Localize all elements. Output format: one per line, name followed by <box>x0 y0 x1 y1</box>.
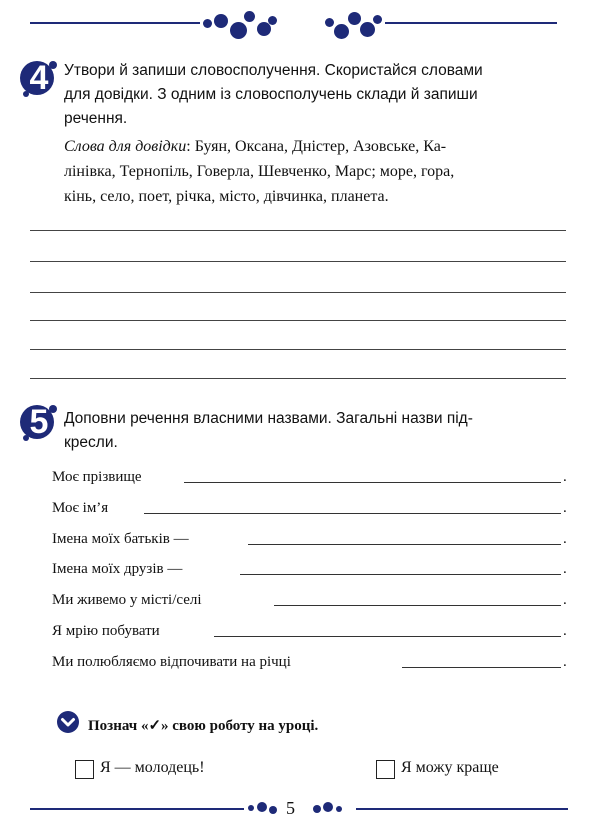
reference-line: лінівка, Тернопіль, Говерла, Шевченко, Марс; море, гора, <box>64 163 455 180</box>
sentence-label: Ми полюбляємо відпочивати на річці <box>52 654 291 670</box>
checkbox-icon[interactable] <box>75 760 94 779</box>
self-assessment-title: Познач «✓» свою роботу на уроці. <box>88 718 319 734</box>
checkbox-label: Я — молодець! <box>100 759 205 776</box>
sentence-end: . <box>563 561 567 577</box>
answer-line[interactable] <box>248 544 561 545</box>
bottom-rule-left <box>30 808 244 810</box>
reference-line: : Буян, Оксана, Дністер, Азовське, Ка- <box>186 138 447 155</box>
reference-line: кінь, село, поет, річка, місто, дівчинка, планета. <box>64 188 389 205</box>
answer-line[interactable] <box>184 482 561 483</box>
instruction-line: Утвори й запиши словосполучення. Скористайся словами <box>64 62 483 79</box>
sentence-end: . <box>563 500 567 516</box>
bottom-rule-right <box>356 808 568 810</box>
writing-line[interactable] <box>30 349 566 350</box>
instruction-line: речення. <box>64 110 128 127</box>
task-instruction <box>64 59 569 131</box>
answer-line[interactable] <box>274 605 561 606</box>
task-instruction <box>64 407 569 455</box>
answer-line[interactable] <box>240 574 561 575</box>
checkbox-label: Я можу краще <box>401 759 499 776</box>
sentence-end: . <box>563 469 567 485</box>
writing-line[interactable] <box>30 320 566 321</box>
page-number: 5 <box>286 798 295 818</box>
answer-line[interactable] <box>214 636 561 637</box>
sentence-label: Імена моїх друзів — <box>52 561 183 577</box>
writing-line[interactable] <box>30 378 566 379</box>
writing-line[interactable] <box>30 292 566 293</box>
task-number-badge <box>20 400 58 444</box>
answer-line[interactable] <box>144 513 561 514</box>
sentence-row <box>52 589 570 611</box>
sentence-end: . <box>563 531 567 547</box>
sentence-row <box>52 466 570 488</box>
top-rule-left <box>30 22 200 24</box>
sentence-row <box>52 651 570 673</box>
sentence-label: Моє ім’я <box>52 500 109 516</box>
sentence-row <box>52 528 570 550</box>
sentence-end: . <box>563 623 567 639</box>
sentence-label: Імена моїх батьків — <box>52 531 189 547</box>
sentence-end: . <box>563 592 567 608</box>
instruction-line: Доповни речення власними назвами. Загальні назви під- <box>64 410 473 427</box>
answer-line[interactable] <box>402 667 561 668</box>
instruction-line: для довідки. З одним із словосполучень склади й запиши <box>64 86 478 103</box>
writing-line[interactable] <box>30 230 566 231</box>
sentence-label: Ми живемо у місті/селі <box>52 592 202 608</box>
task-number: 4 <box>29 59 49 97</box>
top-rule-right <box>385 22 557 24</box>
writing-line[interactable] <box>30 261 566 262</box>
reference-lead: Слова для довідки <box>64 138 187 155</box>
sentence-row <box>52 497 570 519</box>
check-circle-icon <box>56 710 80 734</box>
sentence-row <box>52 620 570 642</box>
task-number-badge <box>20 56 58 100</box>
sentence-label: Я мрію побувати <box>52 623 160 639</box>
sentence-row <box>52 558 570 580</box>
checkbox-icon[interactable] <box>376 760 395 779</box>
instruction-line: кресли. <box>64 434 118 451</box>
task-number: 5 <box>29 403 49 441</box>
sentence-end: . <box>563 654 567 670</box>
sentence-label: Моє прізвище <box>52 469 142 485</box>
reference-words <box>64 134 574 209</box>
